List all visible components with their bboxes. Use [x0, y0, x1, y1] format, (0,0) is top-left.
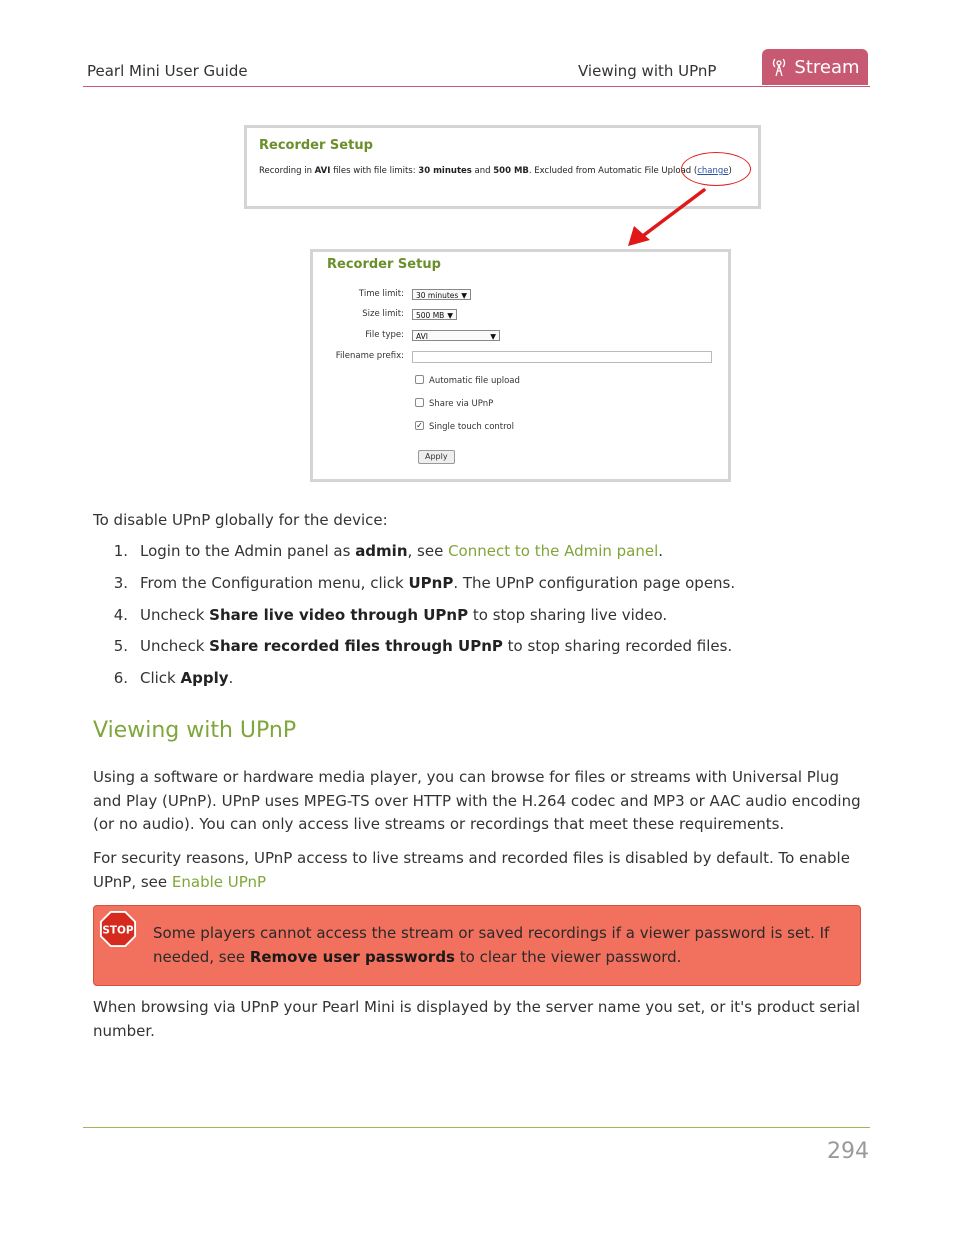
header-divider	[83, 86, 870, 87]
section-heading: Viewing with UPnP	[93, 718, 297, 743]
share-via-upnp-label: Share via UPnP	[429, 399, 494, 409]
broadcast-icon	[770, 56, 788, 78]
size-limit-label: Size limit:	[362, 309, 404, 319]
note-text: Some players cannot access the stream or saved recordings if a viewer password is set. If needed, see Remove user passwords to clear the viewer password.	[153, 924, 830, 966]
time-limit-label: Time limit:	[358, 289, 404, 299]
filename-prefix-input[interactable]	[412, 351, 712, 363]
file-type-label: File type:	[365, 330, 404, 340]
header-section-title: Viewing with UPnP	[578, 62, 717, 80]
paragraph: For security reasons, UPnP access to live streams and recorded files is disabled by default. To enable UPnP, see Enable UPnP	[93, 849, 850, 891]
dropdown-arrow-icon: ▼	[490, 332, 496, 341]
step-text: Uncheck Share live video through UPnP to stop sharing live video.	[140, 606, 668, 624]
header-guide-title: Pearl Mini User Guide	[87, 62, 248, 80]
change-link[interactable]: change	[697, 166, 729, 176]
share-via-upnp-checkbox[interactable]	[415, 398, 424, 407]
recorder-setup-form-screenshot	[310, 249, 731, 482]
single-touch-control-checkbox[interactable]: ✓	[416, 421, 423, 430]
paragraph: Using a software or hardware media player, you can browse for files or streams with Universal Plug and Play (UPnP). UPnP uses MPEG-TS over HTTP with the H.264 codec and MP3 or AAC audio encoding (or no audio). You can only access live streams or recordings that meet these requirements.	[93, 768, 861, 833]
footer-divider	[83, 1127, 870, 1128]
step-text: Click Apply.	[140, 669, 234, 687]
stop-sign-icon	[99, 910, 137, 948]
intro-text: To disable UPnP globally for the device:	[93, 511, 388, 529]
file-type-select[interactable]: AVI ▼	[412, 330, 500, 341]
recorder-setup-title: Recorder Setup	[259, 138, 373, 153]
page-number: 294	[827, 1139, 869, 1164]
step-number: 1.	[113, 542, 128, 560]
step-number: 3.	[113, 574, 128, 592]
automatic-file-upload-label: Automatic file upload	[429, 376, 520, 386]
dropdown-arrow-icon: ▼	[461, 291, 467, 300]
highlight-circle	[681, 152, 751, 186]
stop-icon-text: STOP	[102, 924, 134, 937]
time-limit-select[interactable]: 30 minutes ▼	[412, 289, 471, 300]
step-text: Login to the Admin panel as admin, see Connect to the Admin panel.	[140, 542, 664, 560]
step-number: 4.	[113, 606, 128, 624]
warning-note	[93, 905, 861, 986]
paragraph: When browsing via UPnP your Pearl Mini is displayed by the server name you set, or it's product serial number.	[93, 998, 861, 1040]
red-arrow-icon	[620, 186, 710, 250]
step-number: 5.	[113, 637, 128, 655]
dropdown-arrow-icon: ▼	[447, 311, 453, 320]
badge-label: Stream	[794, 56, 860, 78]
apply-button[interactable]: Apply	[418, 450, 455, 464]
step-number: 6.	[113, 669, 128, 687]
connect-admin-panel-link[interactable]: Connect to the Admin panel	[448, 542, 659, 560]
single-touch-control-label: Single touch control	[429, 422, 514, 432]
filename-prefix-label: Filename prefix:	[335, 351, 404, 361]
recorder-setup-title: Recorder Setup	[327, 257, 441, 272]
enable-upnp-link[interactable]: Enable UPnP	[171, 872, 267, 891]
recorder-summary-text: Recording in AVI files with file limits: 30 minutes and 500 MB. Excluded from Automatic File Upload (change)	[259, 166, 732, 176]
size-limit-select[interactable]: 500 MB ▼	[412, 309, 457, 320]
automatic-file-upload-checkbox[interactable]	[415, 375, 424, 384]
stream-badge	[762, 49, 868, 85]
step-text: From the Configuration menu, click UPnP. The UPnP configuration page opens.	[140, 574, 736, 592]
step-text: Uncheck Share recorded files through UPnP to stop sharing recorded files.	[140, 637, 733, 655]
